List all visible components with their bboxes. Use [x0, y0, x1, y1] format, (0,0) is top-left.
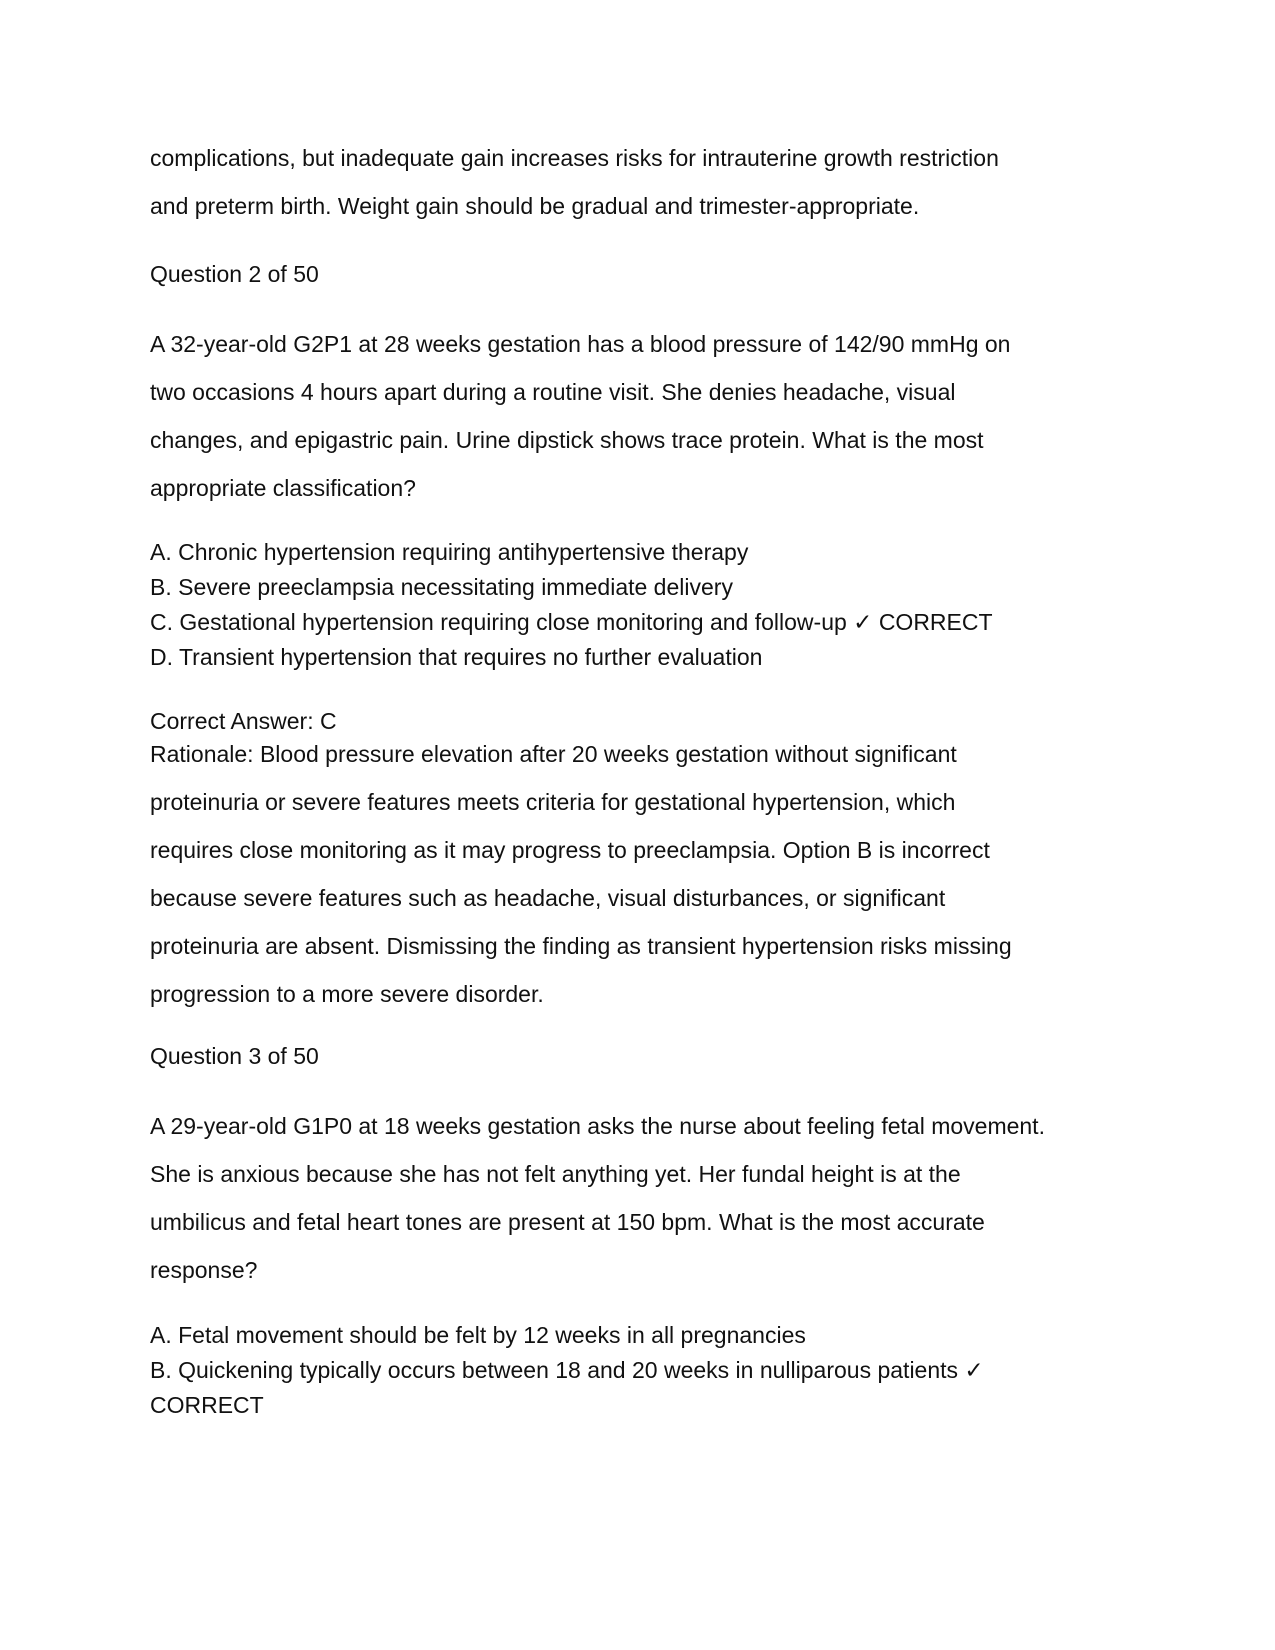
text-line: complications, but inadequate gain increases risks for intrauterine growth restriction [150, 145, 999, 171]
question-header: Question 3 of 50 [150, 1043, 319, 1069]
rationale-paragraph [150, 730, 1130, 1018]
question-stem [150, 1102, 1130, 1294]
text-line: Rationale: Blood pressure elevation after 20 weeks gestation without significant [150, 741, 957, 767]
answer-options [150, 1318, 1130, 1423]
option-b: B. Severe preeclampsia necessitating immediate delivery [150, 574, 733, 600]
option-c-correct: C. Gestational hypertension requiring close monitoring and follow-up ✓ CORRECT [150, 609, 993, 635]
option-d: D. Transient hypertension that requires no further evaluation [150, 644, 763, 670]
text-line: proteinuria are absent. Dismissing the finding as transient hypertension risks missing [150, 933, 1012, 959]
text-line: because severe features such as headache, visual disturbances, or significant [150, 885, 946, 911]
text-line: progression to a more severe disorder. [150, 981, 544, 1007]
text-line: She is anxious because she has not felt anything yet. Her fundal height is at the [150, 1161, 961, 1187]
text-line: proteinuria or severe features meets criteria for gestational hypertension, which [150, 789, 956, 815]
option-b-correct: B. Quickening typically occurs between 18 and 20 weeks in nulliparous patients ✓ [150, 1357, 984, 1383]
option-a: A. Chronic hypertension requiring antihypertensive therapy [150, 539, 749, 565]
question-header: Question 2 of 50 [150, 261, 319, 287]
text-line: A 29-year-old G1P0 at 18 weeks gestation asks the nurse about feeling fetal movement. [150, 1113, 1045, 1139]
option-b-correct-continued: CORRECT [150, 1392, 264, 1418]
option-a: A. Fetal movement should be felt by 12 weeks in all pregnancies [150, 1322, 806, 1348]
answer-options [150, 535, 1130, 675]
text-line: changes, and epigastric pain. Urine dipstick shows trace protein. What is the most [150, 427, 984, 453]
text-line: requires close monitoring as it may progress to preeclampsia. Option B is incorrect [150, 837, 990, 863]
text-line: two occasions 4 hours apart during a routine visit. She denies headache, visual [150, 379, 956, 405]
text-line: A 32-year-old G2P1 at 28 weeks gestation has a blood pressure of 142/90 mmHg on [150, 331, 1011, 357]
text-line: and preterm birth. Weight gain should be gradual and trimester-appropriate. [150, 193, 920, 219]
text-line: response? [150, 1257, 258, 1283]
text-line: umbilicus and fetal heart tones are present at 150 bpm. What is the most accurate [150, 1209, 985, 1235]
correct-answer: Correct Answer: C [150, 708, 337, 734]
text-line: appropriate classification? [150, 475, 416, 501]
question-stem [150, 320, 1130, 512]
intro-paragraph [150, 134, 1130, 230]
